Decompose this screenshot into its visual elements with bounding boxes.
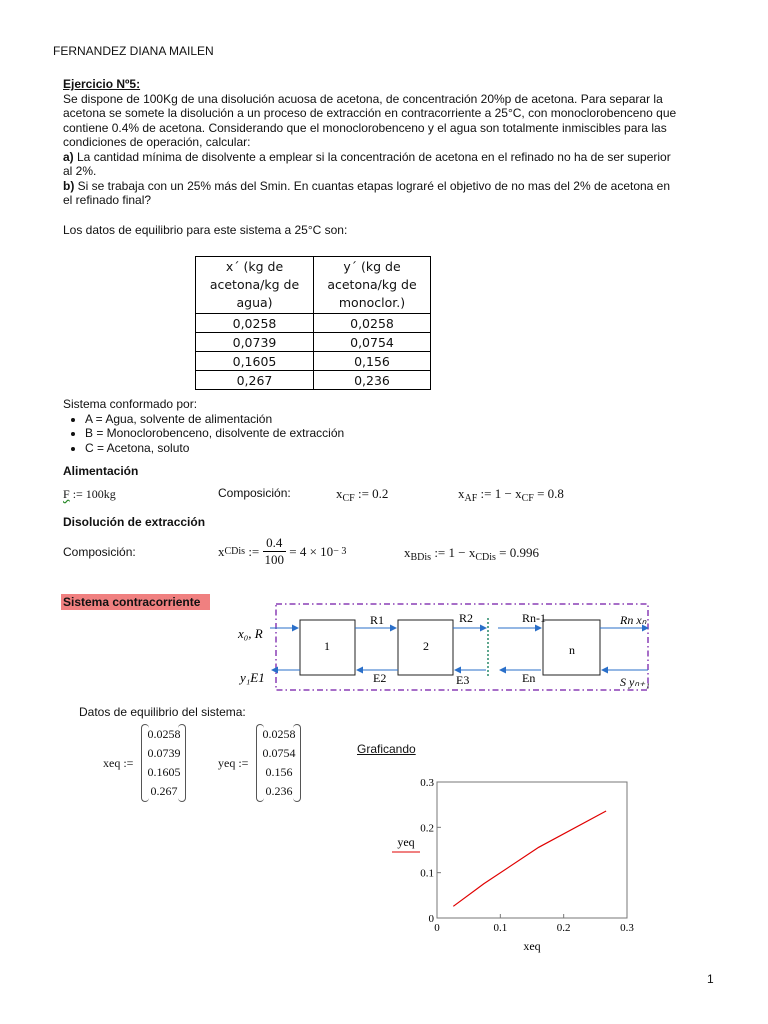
table-header-x <box>196 257 314 314</box>
xAF-var: x <box>458 486 465 501</box>
label-Rn1: Rn-1 <box>522 611 546 625</box>
xeq-values <box>147 725 180 801</box>
label-R1: R1 <box>370 613 385 627</box>
xCF-formula <box>336 486 388 504</box>
right-paren <box>180 724 188 802</box>
xBDis-var: x <box>404 545 411 560</box>
yeq-vector <box>218 724 303 802</box>
vector-value: 0.0258 <box>147 727 181 741</box>
vector-value: 0.0258 <box>262 727 296 741</box>
feed-F <box>63 487 116 502</box>
statement-line: acetona se somete la disolución a un proceso de extracción en contracorriente a 25°C, con monoclorobenceno que <box>63 106 677 120</box>
xeq-vector <box>103 724 188 802</box>
author-name: FERNANDEZ DIANA MAILEN <box>53 44 214 58</box>
countercurrent-title <box>61 595 210 610</box>
statement-line: Se dispone de 100Kg de una disolución acuosa de acetona, de concentración 20%p de acetona. Para separar la <box>63 91 663 106</box>
y-tick-label: 0.1 <box>420 867 434 880</box>
table-row <box>196 371 431 390</box>
table-cell: 0,1605 <box>196 352 314 371</box>
xAF-sub: AF <box>464 493 478 504</box>
vector-value: 0.1605 <box>147 765 181 779</box>
table-cell: 0,267 <box>196 371 314 390</box>
vector-value: 0.267 <box>150 784 178 798</box>
xBDis-sub: BDis <box>410 552 432 563</box>
part-b-text: Si se trabaja con un 25% más del Smin. En cuantas etapas lograré el objetivo de no mas del 2% de acetona en <box>74 178 671 193</box>
y-tick-label: 0.3 <box>420 777 434 789</box>
label-En: En <box>522 671 536 685</box>
equilibrium-intro: Los datos de equilibrio para este sistema a 25°C son: <box>63 223 348 237</box>
table-header-y <box>314 257 431 314</box>
graph-title: Graficando <box>357 742 416 756</box>
label-Syn1: S yₙ₊₁ <box>620 675 650 689</box>
x-tick-label: 0.3 <box>620 922 634 934</box>
x-axis-label: xeq <box>523 939 541 953</box>
part-a-text: La cantidad mínima de disolvente a emplear si la concentración de acetona en el refinado no ha de ser superior <box>73 149 671 164</box>
label-stage-n: n <box>569 643 575 657</box>
part-b-label: b) <box>63 178 75 193</box>
series-line <box>453 811 606 906</box>
header-x-line: acetona/kg de <box>209 277 300 292</box>
label-x0R: x₀, R <box>238 626 263 641</box>
part-a-label: a) <box>63 149 74 164</box>
table-cell: 0,156 <box>314 352 431 371</box>
system-title: Sistema conformado por: <box>63 397 198 411</box>
right-paren <box>295 724 303 802</box>
header-y-line: y´ (kg de <box>343 259 401 274</box>
xeq-vector-wrap <box>103 724 188 802</box>
vector-value: 0.156 <box>265 765 293 779</box>
xCDis-var: x <box>218 543 225 559</box>
table-row <box>196 333 431 352</box>
xCDis-formula <box>218 535 346 568</box>
chart-plot <box>392 777 634 953</box>
xCDis-sub: CDis <box>224 546 246 557</box>
yeq-name: yeq := <box>218 755 249 770</box>
yeq-vector-wrap <box>218 724 303 802</box>
x-tick-label: 0.2 <box>556 922 571 934</box>
countercurrent-diagram <box>230 598 650 696</box>
xCF-sub: CF <box>342 493 355 504</box>
F-value: := 100kg <box>69 487 116 501</box>
system-section <box>63 397 344 455</box>
equilibrium-table <box>195 256 431 390</box>
vector-value: 0.0739 <box>147 746 181 760</box>
exercise-statement <box>63 77 703 208</box>
xCDis-exponent: − 3 <box>333 546 347 557</box>
yeq-values <box>262 725 295 801</box>
table-cell: 0,0258 <box>314 314 431 333</box>
equilibrium-chart <box>380 770 650 960</box>
table-row <box>196 314 431 333</box>
fraction-numerator: 0.4 <box>263 535 287 552</box>
system-list <box>63 412 344 456</box>
solvent-composition-label: Composición: <box>63 545 136 559</box>
statement-line: contiene 0.4% de acetona. Considerando que el monoclorobenceno y el agua son totalmente inmiscibles para las <box>63 120 667 135</box>
xAF-formula <box>458 486 564 504</box>
xAF-sub2: CF <box>521 493 534 504</box>
xAF-rhs: = 0.8 <box>533 486 564 501</box>
xBDis-mid: := 1 − x <box>431 545 476 560</box>
table-cell: 0,0754 <box>314 333 431 352</box>
y-axis-label: yeq <box>397 835 415 849</box>
statement-line: condiciones de operación, calcular: <box>63 135 251 149</box>
table-row <box>196 352 431 371</box>
eq-system-label: Datos de equilibrio del sistema: <box>79 705 246 719</box>
list-item: • A = Agua, solvente de alimentación <box>85 412 344 427</box>
xBDis-formula <box>404 545 539 563</box>
F-symbol: F <box>63 487 70 501</box>
table-header-row <box>196 257 431 314</box>
label-E2: E2 <box>373 671 387 685</box>
xCDis-result: = 4 × 10 <box>286 543 334 559</box>
header-x-line: x´ (kg de <box>225 259 284 274</box>
part-b <box>63 179 703 194</box>
exercise-title: Ejercicio Nº5: <box>63 77 141 91</box>
xeq-name: xeq := <box>103 755 134 770</box>
vector-value: 0.236 <box>265 784 293 798</box>
list-item: • C = Acetona, soluto <box>85 441 344 456</box>
y-tick-label: 0 <box>428 913 434 925</box>
page-number: 1 <box>707 972 714 986</box>
x-tick-label: 0.1 <box>493 922 508 934</box>
xBDis-sub2: CDis <box>475 552 496 563</box>
label-Rnxn: Rn xₙ <box>620 613 647 627</box>
vector-value: 0.0754 <box>262 746 296 760</box>
header-y-line: acetona/kg de <box>327 277 417 292</box>
assign: := <box>245 543 263 559</box>
countercurrent-title-text: Sistema contracorriente <box>61 594 210 610</box>
left-paren <box>139 724 147 802</box>
label-y1E1: y₁E1 <box>240 670 265 685</box>
label-R2: R2 <box>459 611 474 625</box>
part-a-cont: al 2%. <box>63 164 97 178</box>
label-stage-1: 1 <box>324 639 330 653</box>
table-cell: 0,236 <box>314 371 431 390</box>
part-a <box>63 150 703 165</box>
header-x-line: agua) <box>236 295 273 310</box>
label-stage-2: 2 <box>423 639 429 653</box>
left-paren <box>254 724 262 802</box>
feed-title: Alimentación <box>63 464 139 478</box>
xCF-rhs: := 0.2 <box>354 486 389 501</box>
solvent-title: Disolución de extracción <box>63 515 206 529</box>
feed-composition-label: Composición: <box>218 486 291 500</box>
xCF-var: x <box>336 486 343 501</box>
part-b-cont: el refinado final? <box>63 193 152 207</box>
table-cell: 0,0258 <box>196 314 314 333</box>
header-y-line: monoclor.) <box>338 295 406 310</box>
fraction <box>263 535 287 568</box>
xAF-mid: := 1 − x <box>477 486 522 501</box>
x-tick-label: 0 <box>434 922 440 934</box>
fraction-denominator: 100 <box>264 552 285 567</box>
label-E3: E3 <box>456 673 470 687</box>
xBDis-rhs: = 0.996 <box>495 545 539 560</box>
list-item: • B = Monoclorobenceno, disolvente de extracción <box>85 426 344 441</box>
y-tick-label: 0.2 <box>420 822 434 835</box>
table-cell: 0,0739 <box>196 333 314 352</box>
